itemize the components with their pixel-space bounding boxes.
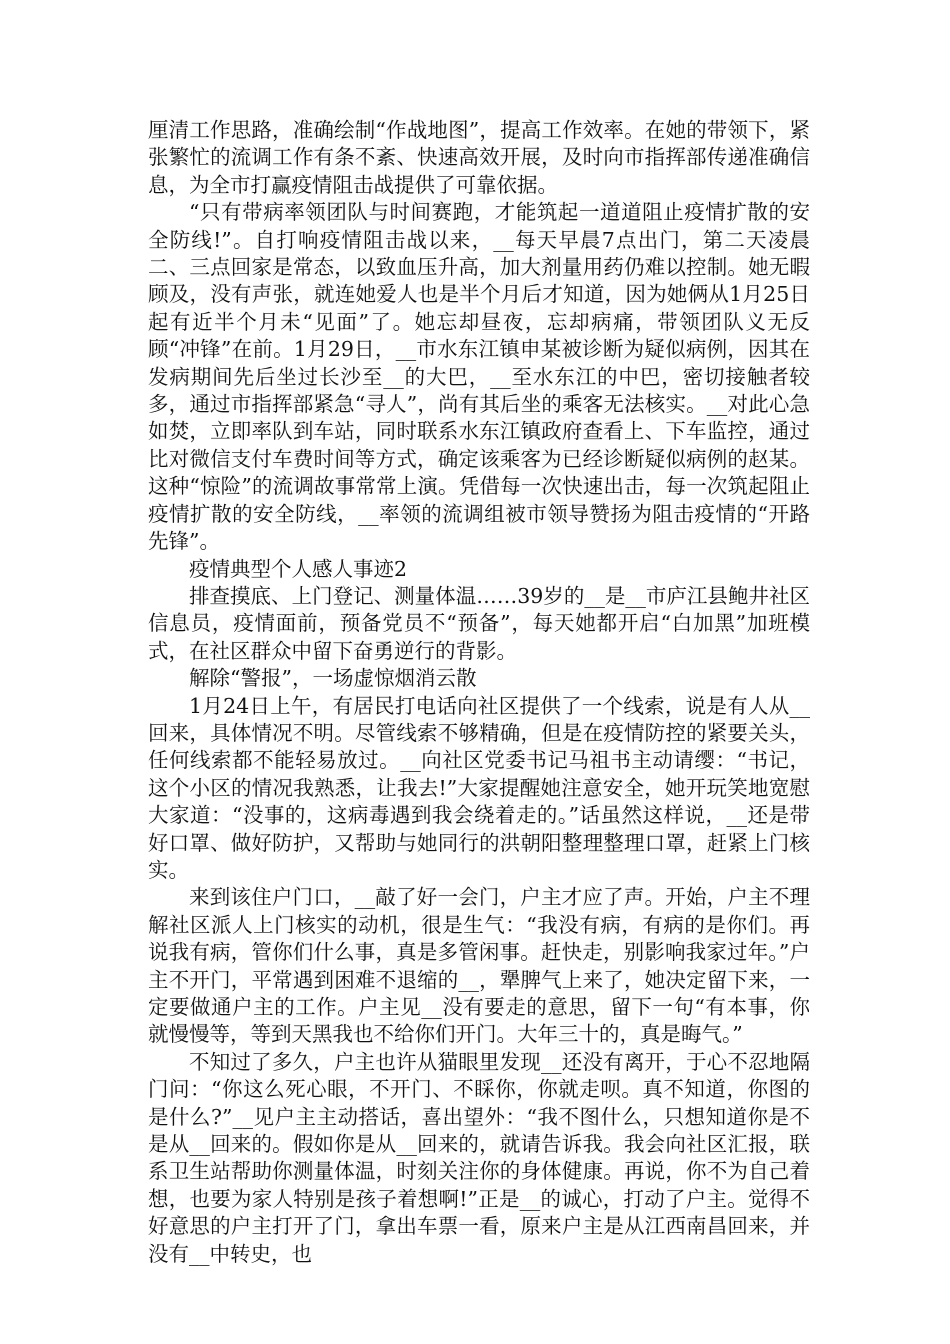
body-text <box>148 117 810 1268</box>
paragraph: 来到该住户门口，__敲了好一会门，户主才应了声。开始，户主不理解社区派人上门核实的动机，很是生气：“我没有病，有病的是你们。再说我有病，管你们什么事，真是多管闲事。赶快走，别影响我家过年。”户主不开门，平常遇到困难不退缩的__，犟脾气上来了，她决定留下来，一定要做通户主的工作。户主见__没有要走的意思，留下一句“有本事，你就慢慢等，等到天黑我也不给你们开门。大年三十的，真是晦气。” <box>148 885 810 1047</box>
paragraph: 不知过了多久，户主也许从猫眼里发现__还没有离开，于心不忍地隔门问：“你这么死心眼，不开门、不睬你，你就走呗。真不知道，你图的是什么?”__见户主主动搭话，喜出望外：“我不图什么，只想知道你是不是从__回来的。假如你是从__回来的，就请告诉我。我会向社区汇报，联系卫生站帮助你测量体温，时刻关注你的身体健康。再说，你不为自己着想，也要为家人特别是孩子着想啊!”正是__的诚心，打动了户主。觉得不好意思的户主打开了门，拿出车票一看，原来户主是从江西南昌回来，并没有__中转史，也 <box>148 1049 810 1266</box>
paragraph: “只有带病率领团队与时间赛跑，才能筑起一道道阻止疫情扩散的安全防线!”。自打响疫情阻击战以来，__每天早晨7点出门，第二天凌晨二、三点回家是常态，以致血压升高，加大剂量用药仍难以控制。她无暇顾及，没有声张，就连她爱人也是半个月后才知道，因为她俩从1月25日起有近半个月未“见面”了。她忘却昼夜，忘却病痛，带领团队义无反顾“冲锋”在前。1月29日，__市水东江镇申某被诊断为疑似病例，因其在发病期间先后坐过长沙至__的大巴，__至水东江的中巴，密切接触者较多，通过市指挥部紧急“寻人”，尚有其后坐的乘客无法核实。__对此心急如焚，立即率队到车站，同时联系水东江镇政府查看上、下车监控，通过比对微信支付车费时间等方式，确定该乘客为已经诊断疑似病例的赵某。这种“惊险”的流调故事常常上演。凭借每一次快速出击，每一次筑起阻止疫情扩散的安全防线，__率领的流调组被市领导赞扬为阻击疫情的“开路先锋”。 <box>148 200 810 554</box>
section-title: 疫情典型个人感人事迹2 <box>189 556 408 581</box>
paragraph: 排查摸底、上门登记、测量体温……39岁的__是__市庐江县鲍井社区信息员，疫情面前，预备党员不“预备”，每天她都开启“白加黑”加班模式，在社区群众中留下奋勇逆行的背影。 <box>148 583 810 663</box>
paragraph-continuation: 厘清工作思路，准确绘制“作战地图”，提高工作效率。在她的带领下，紧张繁忙的流调工作有条不紊、快速高效开展，及时向市指挥部传递准确信息，为全市打赢疫情阻击战提供了可靠依据。 <box>148 118 810 197</box>
paragraph: 1月24日上午，有居民打电话向社区提供了一个线索，说是有人从__回来，具体情况不明。尽管线索不够精确，但是在疫情防控的紧要关头，任何线索都不能轻易放过。__向社区党委书记马祖书主动请缨：“书记，这个小区的情况我熟悉，让我去!”大家提醒她注意安全，她开玩笑地宽慰大家道：“没事的，这病毒遇到我会绕着走的。”话虽然这样说，__还是带好口罩、做好防护，又帮助与她同行的洪朝阳整理整理口罩，赶紧上门核实。 <box>148 693 810 882</box>
section-subtitle: 解除“警报”，一场虚惊烟消云散 <box>189 666 477 691</box>
